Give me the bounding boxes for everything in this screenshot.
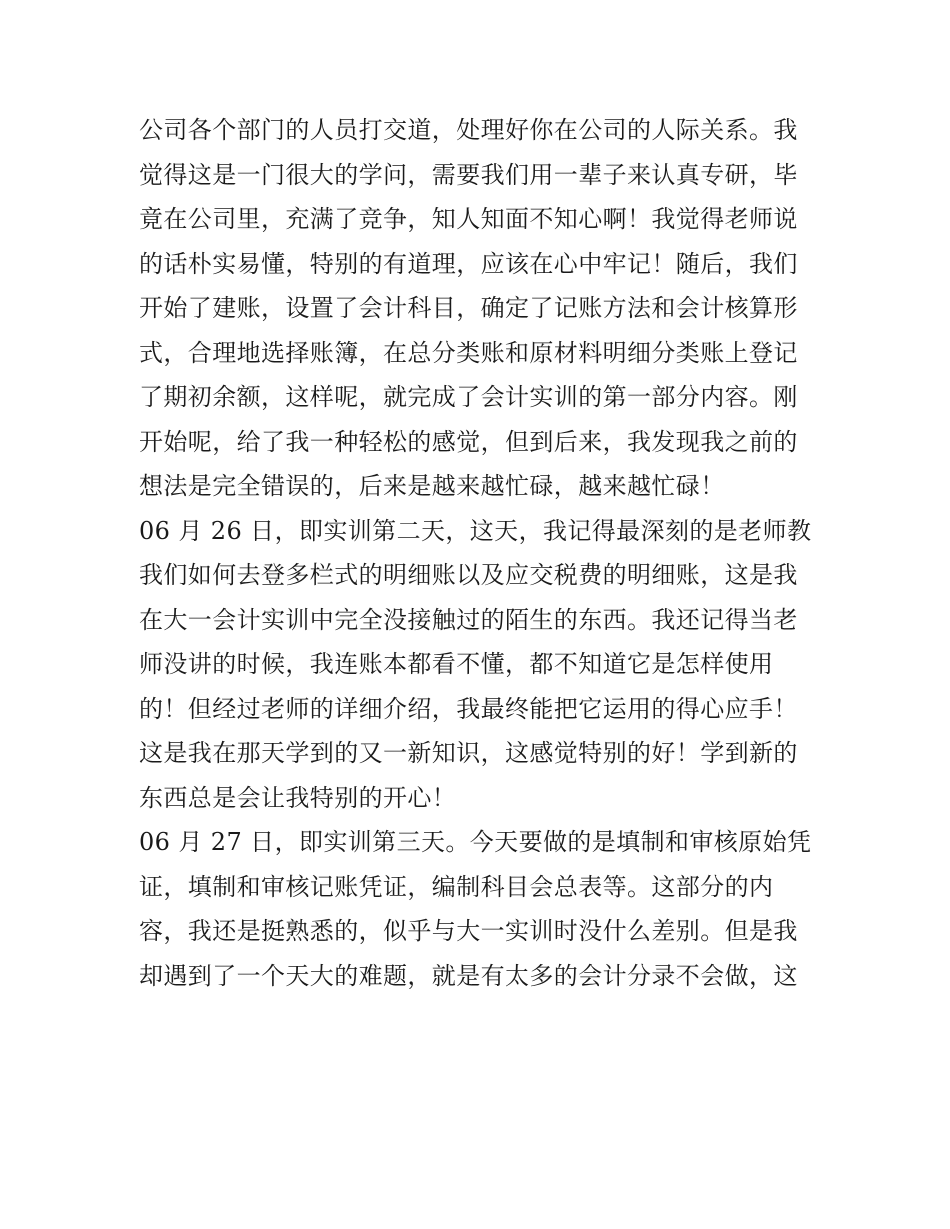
text-line: 竟在公司里，充满了竞争，知人知面不知心啊！我觉得老师说 [139, 205, 798, 233]
text-line: 容，我还是挺熟悉的，似乎与大一实训时没什么差别。但是我 [139, 917, 798, 945]
text-line: 了期初余额，这样呢，就完成了会计实训的第一部分内容。刚 [139, 383, 798, 411]
text-line: 在大一会计实训中完全没接触过的陌生的东西。我还记得当老 [139, 605, 798, 634]
text-line: 06 月 26 日，即实训第二天，这天，我记得最深刻的是老师教 [139, 516, 812, 545]
text-line: 却遇到了一个天大的难题，就是有太多的会计分录不会做，这 [139, 961, 798, 990]
text-line: 我们如何去登多栏式的明细账以及应交税费的明细账，这是我 [139, 561, 798, 589]
text-line: 师没讲的时候，我连账本都看不懂，都不知道它是怎样使用 [139, 650, 774, 678]
text-line: 06 月 27 日，即实训第三天。今天要做的是填制和审核原始凭 [139, 828, 812, 856]
text-line: 这是我在那天学到的又一新知识，这感觉特别的好！学到新的 [139, 739, 798, 767]
text-line: 开始呢，给了我一种轻松的感觉，但到后来，我发现我之前的 [139, 427, 798, 456]
text-line: 式，合理地选择账簿，在总分类账和原材料明细分类账上登记 [139, 338, 798, 367]
text-line: 觉得这是一门很大的学问，需要我们用一辈子来认真专研，毕 [139, 160, 798, 189]
text-line: 开始了建账，设置了会计科目，确定了记账方法和会计核算形 [139, 294, 798, 322]
document-text-body [139, 108, 814, 998]
text-line: 想法是完全错误的，后来是越来越忙碌，越来越忙碌！ [139, 472, 725, 500]
text-line: 的！但经过老师的详细介绍，我最终能把它运用的得心应手！ [139, 694, 798, 723]
text-line: 东西总是会让我特别的开心！ [139, 783, 457, 812]
text-line: 证，填制和审核记账凭证，编制科目会总表等。这部分的内 [139, 872, 774, 901]
text-line: 的话朴实易懂，特别的有道理，应该在心中牢记！随后，我们 [139, 249, 798, 278]
text-line: 公司各个部门的人员打交道，处理好你在公司的人际关系。我 [139, 116, 798, 144]
